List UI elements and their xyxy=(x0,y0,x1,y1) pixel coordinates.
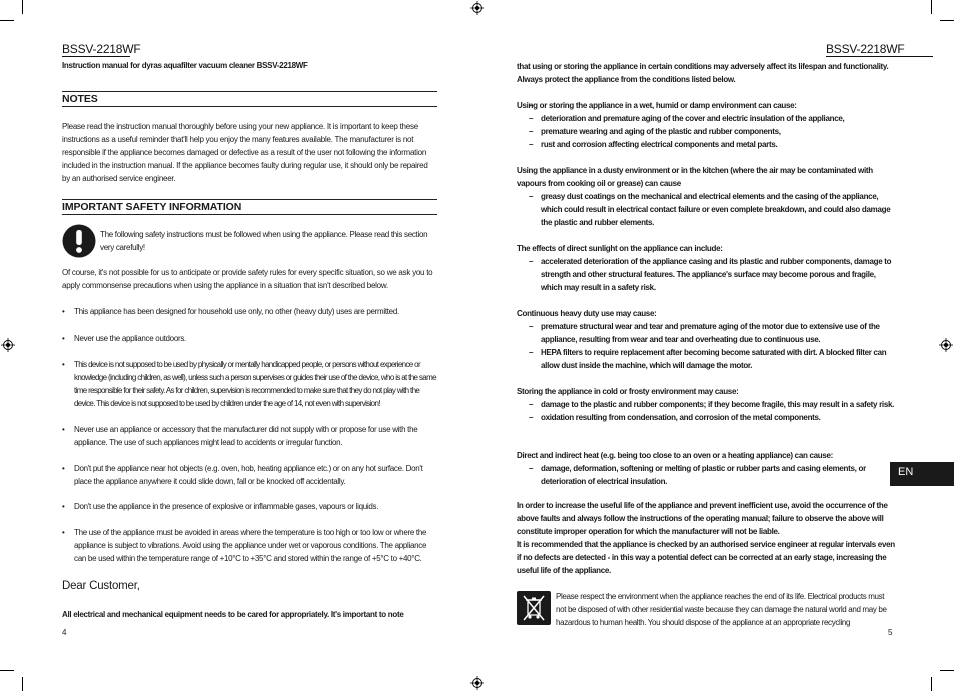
continued-intro: that using or storing the appliance in certain conditions may adversely affect its lifespan and functionality. Always protect the appliance from the conditions listed below. xyxy=(517,62,889,84)
warning-text: The following safety instructions must be followed when using the appliance. Please read this section very carefully! xyxy=(100,230,428,252)
list-item: – damage to the plastic and rubber components; if they become fragile, this may result in a safety risk. xyxy=(517,398,897,411)
list-item: – premature wearing and aging of the plastic and rubber components, xyxy=(517,125,897,138)
list-item: • Never use the appliance outdoors. xyxy=(62,332,437,345)
crossed-bin-icon xyxy=(517,591,551,625)
condition-items xyxy=(517,190,897,229)
safety-list xyxy=(62,305,437,565)
notes-heading: NOTES xyxy=(62,91,437,107)
condition-items xyxy=(517,320,897,372)
model-header: BSSV-2218WF xyxy=(62,42,141,56)
service-paragraph: It is recommended that the appliance is checked by an authorised service engineer at regular intervals even if no defects are detected - in this way a potential defect can be corrected at an early stage, increasing the useful life of the appliance. xyxy=(517,540,895,575)
page-number: 5 xyxy=(888,628,893,637)
list-item: • Don't use the appliance in the presence of explosive or inflammable gases, vapours or liquids. xyxy=(62,500,437,513)
section-heading: – Using or storing the appliance in a wet, humid or damp environment can cause: xyxy=(517,99,897,112)
condition-section xyxy=(517,99,897,112)
notes-paragraph: Please read the instruction manual thoroughly before using your new appliance. It is important to keep these instructions as a useful reminder that'll help you enjoy the many features available. The manufacturer is not responsible if the appliance becomes damaged or defective as a result of the user not following the information included in the instruction manual. If the appliance becomes faulty during regular use, it should only be repaired by an authorised service engineer. xyxy=(62,122,428,184)
recycling-text: Please respect the environment when the appliance reaches the end of its life. Electrical products must not be disposed of with other residential waste because they can damage the natural world and may be hazardous to human health. You should dispose of the appliance at an appropriate recycling xyxy=(556,592,887,628)
exclamation-icon xyxy=(62,224,96,258)
closing-paragraph: In order to increase the useful life of the appliance and prevent inefficient use, avoid the occurrence of the above faults and always follow the instructions of the operating manual; failure to observe the above will constitute improper operation for which the manufacturer will not be liable. xyxy=(517,501,888,536)
condition-items xyxy=(517,462,891,488)
list-item: – premature structural wear and tear and premature aging of the motor due to extensive use of the appliance, resulting from wear and tear and overheating due to continuous use. xyxy=(517,320,897,346)
header-underline xyxy=(62,56,130,57)
list-item: • Never use an appliance or accessory that the manufacturer did not supply with or propose for use with the appliance. The use of such appliances might lead to accidents or irregular function. xyxy=(62,423,437,449)
list-item: • This device is not supposed to be used by physically or mentally handicapped people, or persons without experience or knowledge (including children, as well), unless such a person supervises or guides their use of the device, who is at the same time responsible for their safety. As for children, supervision is recommended to make sure that they do not play with the device. This device is not supposed to be used by children under the age of 14, not even with supervision! xyxy=(62,358,437,410)
list-item: – HEPA filters to require replacement after becoming become saturated with dirt. A blocked filter can allow dust inside the machine, which will damage the motor. xyxy=(517,346,897,372)
section-heading: Continuous heavy duty use may cause: xyxy=(517,309,657,318)
model-header: BSSV-2218WF xyxy=(826,42,905,56)
condition-items xyxy=(517,398,897,424)
section-heading: Storing the appliance in cold or frosty environment may cause: xyxy=(517,387,739,396)
header-underline xyxy=(826,56,933,57)
condition-items xyxy=(517,112,897,151)
list-item: – deterioration and premature aging of the cover and electric insulation of the appliance, xyxy=(517,112,897,125)
section-heading: Direct and indirect heat (e.g. being too close to an oven or a heating appliance) can cause: xyxy=(517,451,834,460)
page-number: 4 xyxy=(62,628,67,637)
list-item: – oxidation resulting from condensation, and corrosion of the metal components. xyxy=(517,411,897,424)
list-item: • Don't put the appliance near hot objects (e.g. oven, hob, heating appliance etc.) or on any hot surface. Don't place the appliance anywhere it could slide down, fall or be knocked off accidentally. xyxy=(62,462,437,488)
care-note: All electrical and mechanical equipment needs to be cared for appropriately. It's important to note xyxy=(62,610,404,619)
list-item: – damage, deformation, softening or melting of plastic or rubber parts and casing elements, or deterioration of electrical insulation. xyxy=(517,462,891,488)
right-page xyxy=(477,0,954,691)
list-item: – rust and corrosion affecting electrical components and metal parts. xyxy=(517,138,897,151)
dear-customer-heading: Dear Customer, xyxy=(62,580,140,592)
list-item: – accelerated deterioration of the appliance casing and its plastic and rubber components, damage to strength and other structural features. The appliance's surface may become porous and fragile, which may result in a safety risk. xyxy=(517,255,897,294)
language-tab: EN xyxy=(890,462,954,486)
intro-paragraph: Of course, it's not possible for us to anticipate or provide safety rules for every specific situation, so we ask you to apply commonsense precautions when using the appliance in a situation that isn't described below. xyxy=(62,268,433,291)
safety-heading: IMPORTANT SAFETY INFORMATION xyxy=(62,199,437,215)
section-heading: Using the appliance in a dusty environment or in the kitchen (where the air may be contaminated with vapours from cooking oil or grease) can cause xyxy=(517,166,873,188)
list-item: – greasy dust coatings on the mechanical and electrical elements and the casing of the appliance, which could result in electrical contact failure or even complete breakdown, and could also damage the plastic and rubber elements. xyxy=(517,190,897,229)
list-item: • This appliance has been designed for household use only, no other (heavy duty) uses are permitted. xyxy=(62,305,437,318)
section-heading: The effects of direct sunlight on the appliance can include: xyxy=(517,244,723,253)
manual-subtitle: Instruction manual for dyras aquafilter vacuum cleaner BSSV-2218WF xyxy=(62,61,308,70)
condition-items xyxy=(517,255,897,294)
list-item: • The use of the appliance must be avoided in areas where the temperature is too high or too low or where the appliance is subject to vibrations. Avoid using the appliance under wet or vaporous conditions. The appliance can be used within the temperature range of +10°C to +35°C and stored within the range of +5°C to +40°C. xyxy=(62,526,437,565)
